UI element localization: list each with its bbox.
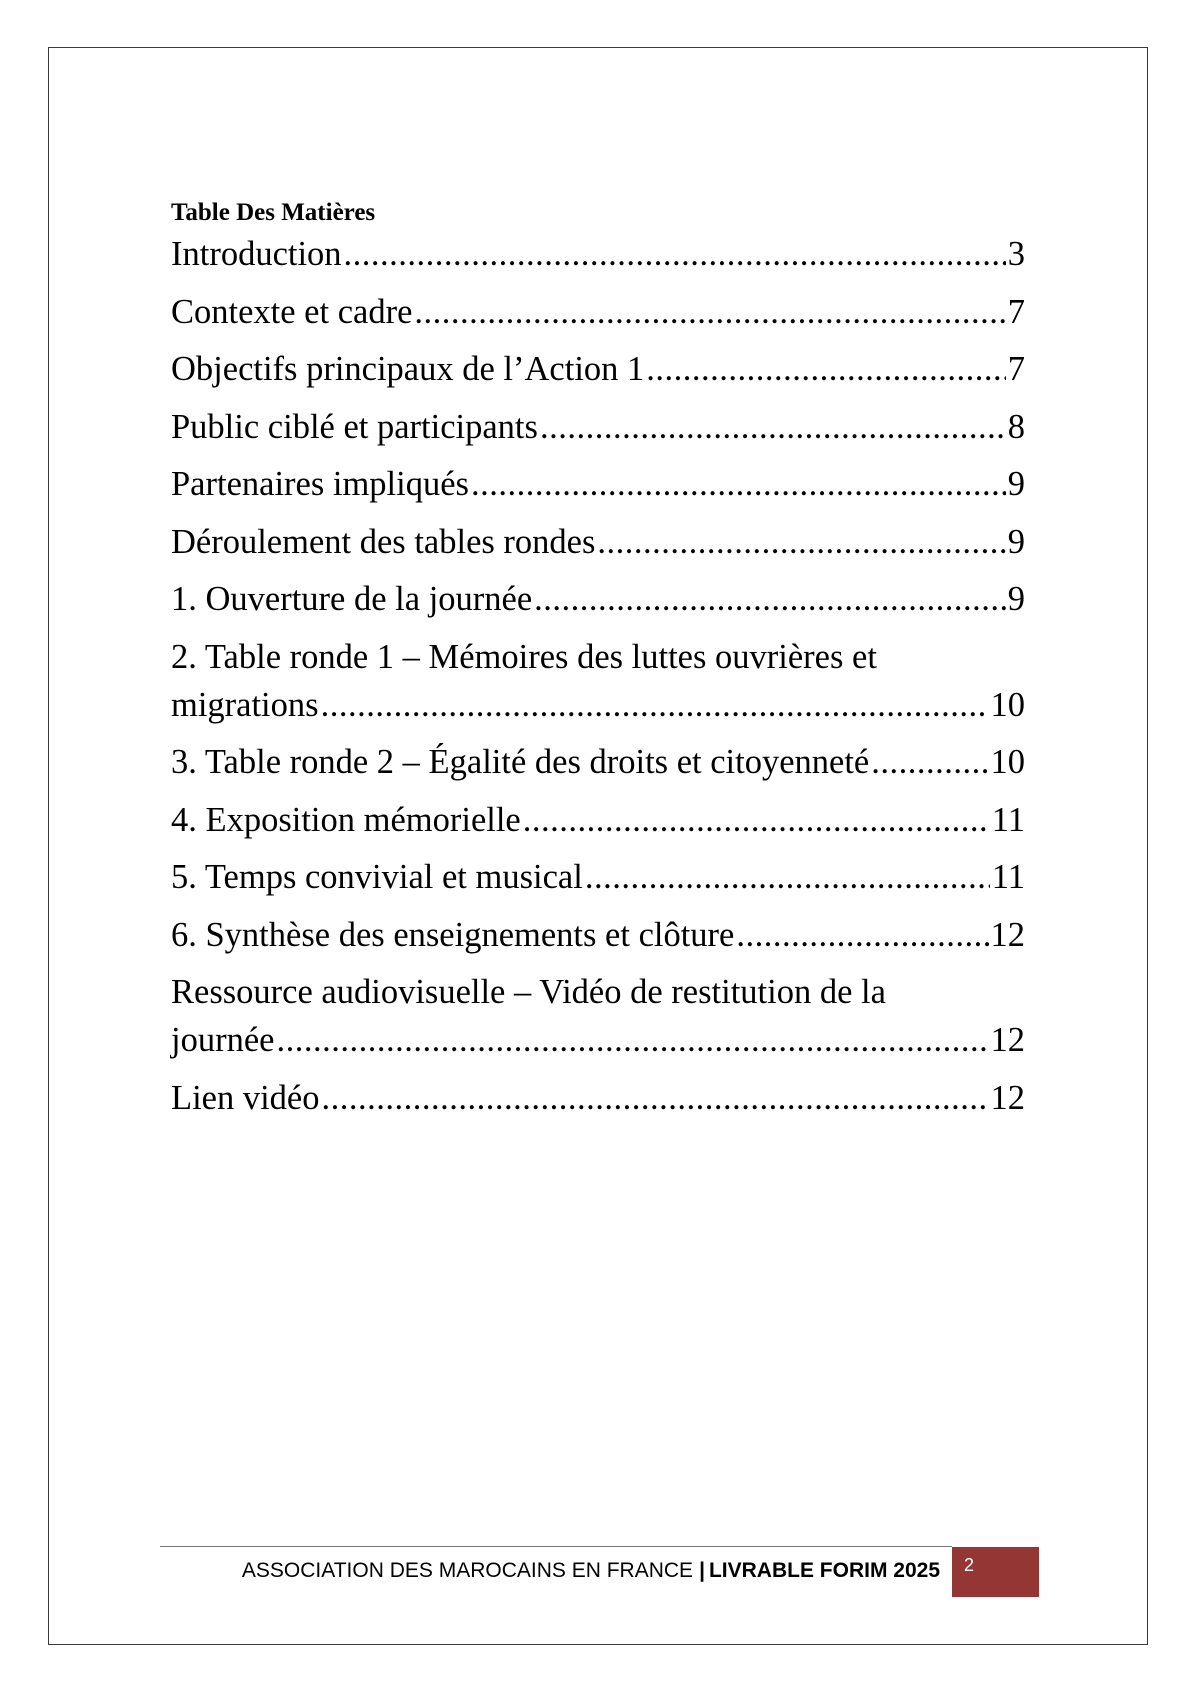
- toc-entry-page: 7: [1007, 350, 1025, 388]
- toc-heading: Table Des Matières: [171, 199, 376, 226]
- toc-entry-title: Déroulement des tables rondes: [171, 522, 596, 561]
- page-number: 2: [964, 1555, 975, 1575]
- toc-dot-leader: [321, 681, 989, 729]
- toc-dot-leader: [534, 575, 1006, 623]
- toc-entry-page: 8: [1007, 407, 1025, 446]
- toc-entry-title: journée: [171, 1021, 275, 1059]
- toc-dot-leader: [523, 796, 990, 844]
- toc-entry-title: Lien vidéo: [171, 1078, 320, 1117]
- toc-dot-leader: [736, 911, 988, 959]
- page-number-box: [952, 1547, 1039, 1597]
- toc-entry-title: Public ciblé et participants: [171, 407, 538, 446]
- toc-entry-title-line1: Ressource audiovisuelle – Vidéo de restitution de la: [171, 973, 886, 1011]
- toc-dot-leader: [322, 1074, 989, 1122]
- page-footer: [160, 1556, 940, 1586]
- toc-entry-lien-video[interactable]: [171, 1074, 1025, 1122]
- toc-dot-leader: [344, 230, 1006, 278]
- toc-entry-page: 11: [991, 858, 1025, 896]
- toc-entry-page: 7: [1007, 292, 1025, 331]
- footer-organization: ASSOCIATION DES MAROCAINS EN FRANCE: [241, 1559, 694, 1582]
- toc-entry-page: 3: [1007, 235, 1025, 273]
- toc-entry-page: 9: [1007, 465, 1025, 503]
- toc-dot-leader: [646, 345, 1005, 393]
- toc-dot-leader: [414, 288, 1005, 336]
- footer-divider: [160, 1546, 952, 1547]
- toc-dot-leader: [585, 853, 990, 901]
- toc-entry-synthese[interactable]: [171, 911, 1025, 959]
- toc-entry-page: 9: [1007, 522, 1025, 561]
- toc-entry-deroulement[interactable]: [171, 518, 1025, 566]
- toc-entry-contexte[interactable]: [171, 288, 1025, 336]
- toc-entry-public[interactable]: [171, 403, 1025, 451]
- toc-entry-page: 12: [990, 1078, 1025, 1117]
- toc-entry-title: migrations: [171, 685, 319, 724]
- toc-entry-ouverture[interactable]: [171, 575, 1025, 623]
- toc-entry-title: 5. Temps convivial et musical: [171, 858, 583, 896]
- footer-separator: |: [699, 1559, 705, 1582]
- toc-entry-title: 6. Synthèse des enseignements et clôture: [171, 915, 735, 954]
- toc-entry-ressource-audiovisuelle[interactable]: [171, 968, 1025, 1064]
- toc-entry-title: 3. Table ronde 2 – Égalité des droits et citoyenneté: [171, 743, 870, 781]
- toc-entry-table-ronde-1[interactable]: [171, 633, 1025, 729]
- toc-entry-exposition[interactable]: [171, 796, 1025, 844]
- table-of-contents: [171, 198, 1025, 1131]
- toc-entry-introduction[interactable]: [171, 230, 1025, 278]
- toc-entry-page: 12: [990, 1021, 1025, 1059]
- toc-entry-title-line1: 2. Table ronde 1 – Mémoires des luttes ouvrières et: [171, 637, 877, 676]
- toc-entry-page: 10: [990, 685, 1025, 724]
- toc-entry-title: Partenaires impliqués: [171, 465, 469, 503]
- toc-dot-leader: [276, 1016, 988, 1064]
- toc-dot-leader: [597, 518, 1005, 566]
- toc-entry-page: 12: [990, 915, 1025, 954]
- toc-dot-leader: [540, 403, 1006, 451]
- toc-entry-page: 11: [991, 800, 1025, 839]
- toc-entry-title: Contexte et cadre: [171, 292, 413, 331]
- footer-deliverable: LIVRABLE FORIM 2025: [708, 1559, 940, 1582]
- toc-entry-table-ronde-2[interactable]: [171, 738, 1025, 786]
- toc-entry-temps-convivial[interactable]: [171, 853, 1025, 901]
- toc-entry-title: Introduction: [171, 235, 342, 273]
- toc-entry-title: 1. Ouverture de la journée: [171, 580, 533, 618]
- toc-entry-page: 10: [990, 743, 1025, 781]
- toc-entry-title: Objectifs principaux de l’Action 1: [171, 350, 645, 388]
- toc-dot-leader: [871, 738, 988, 786]
- toc-entry-partenaires[interactable]: [171, 460, 1025, 508]
- toc-entry-title: 4. Exposition mémorielle: [171, 800, 521, 839]
- toc-entry-objectifs[interactable]: [171, 345, 1025, 393]
- toc-dot-leader: [471, 460, 1006, 508]
- toc-entry-page: 9: [1007, 580, 1025, 618]
